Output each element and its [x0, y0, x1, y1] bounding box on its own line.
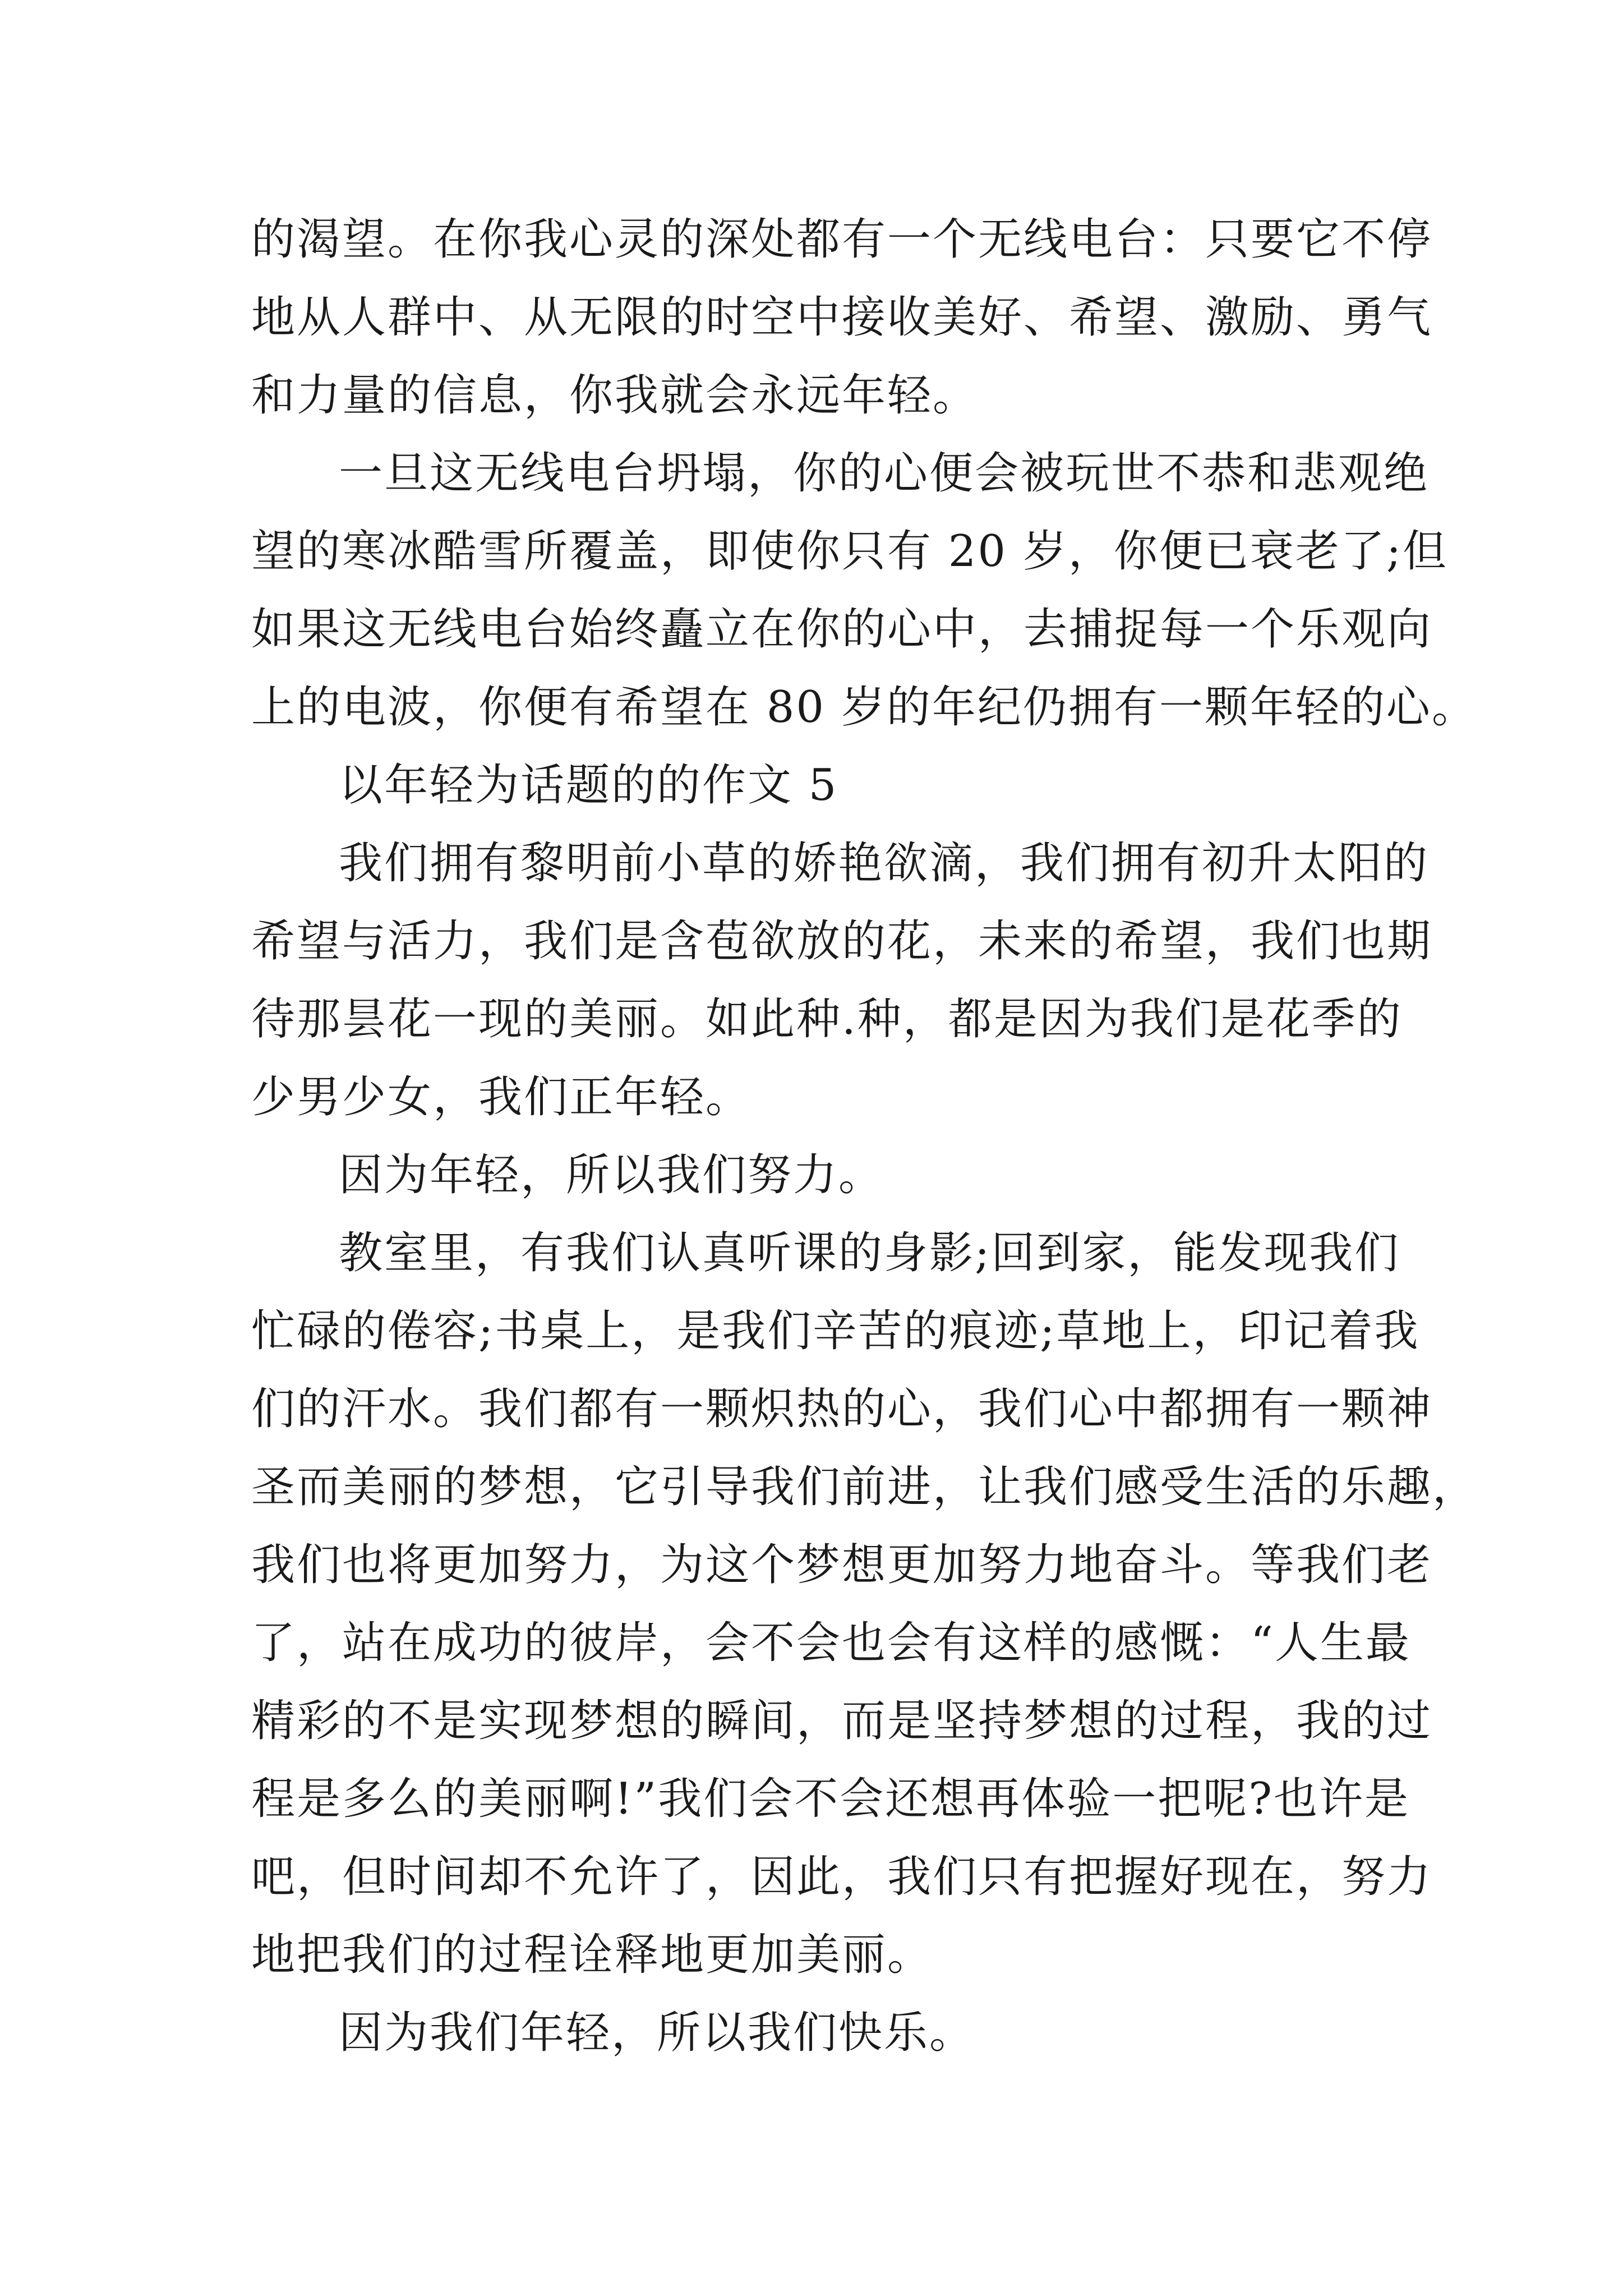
text-line: 吧，但时间却不允许了，因此，我们只有把握好现在，努力 — [251, 1852, 1433, 1902]
text-line: 一旦这无线电台坍塌，你的心便会被玩世不恭和悲观绝 — [339, 448, 1430, 499]
text-line: 希望与活力，我们是含苞欲放的花，未来的希望，我们也期 — [251, 916, 1433, 967]
text-line: 望的寒冰酷雪所覆盖，即使你只有 20 岁，你便已衰老了;但 — [251, 526, 1449, 577]
text-line: 了，站在成功的彼岸，会不会也会有这样的感慨：“人生最 — [251, 1618, 1411, 1668]
text-line: 我们也将更加努力，为这个梦想更加努力地奋斗。等我们老 — [251, 1540, 1433, 1590]
text-line: 上的电波，你便有希望在 80 岁的年纪仍拥有一颗年轻的心。 — [251, 682, 1477, 733]
text-line: 精彩的不是实现梦想的瞬间，而是坚持梦想的过程，我的过 — [251, 1696, 1433, 1746]
text-line: 圣而美丽的梦想，它引导我们前进，让我们感受生活的乐趣， — [251, 1462, 1478, 1512]
text-line: 因为我们年轻，所以我们快乐。 — [339, 2008, 975, 2058]
text-line: 教室里，有我们认真听课的身影;回到家，能发现我们 — [339, 1228, 1400, 1278]
text-line: 和力量的信息，你我就会永远年轻。 — [251, 370, 979, 421]
text-line: 因为年轻，所以我们努力。 — [339, 1150, 884, 1200]
text-line: 待那昙花一现的美丽。如此种.种，都是因为我们是花季的 — [251, 994, 1403, 1045]
text-line: 如果这无线电台始终矗立在你的心中，去捕捉每一个乐观向 — [251, 604, 1433, 655]
text-line: 我们拥有黎明前小草的娇艳欲滴，我们拥有初升太阳的 — [339, 838, 1430, 889]
text-line: 少男少女，我们正年轻。 — [251, 1072, 751, 1122]
text-line: 们的汗水。我们都有一颗炽热的心，我们心中都拥有一颗神 — [251, 1384, 1433, 1434]
text-line: 忙碌的倦容;书桌上，是我们辛苦的痕迹;草地上，印记着我 — [251, 1306, 1420, 1356]
text-line: 程是多么的美丽啊!”我们会不会还想再体验一把呢?也许是 — [251, 1774, 1410, 1824]
document-body — [251, 201, 1478, 2072]
text-line: 地把我们的过程诠释地更加美丽。 — [251, 1930, 933, 1980]
text-line: 地从人群中、从无限的时空中接收美好、希望、激励、勇气 — [251, 292, 1433, 343]
text-line: 的渴望。在你我心灵的深处都有一个无线电台：只要它不停 — [251, 214, 1433, 265]
section-heading: 以年轻为话题的的作文 5 — [339, 760, 838, 811]
